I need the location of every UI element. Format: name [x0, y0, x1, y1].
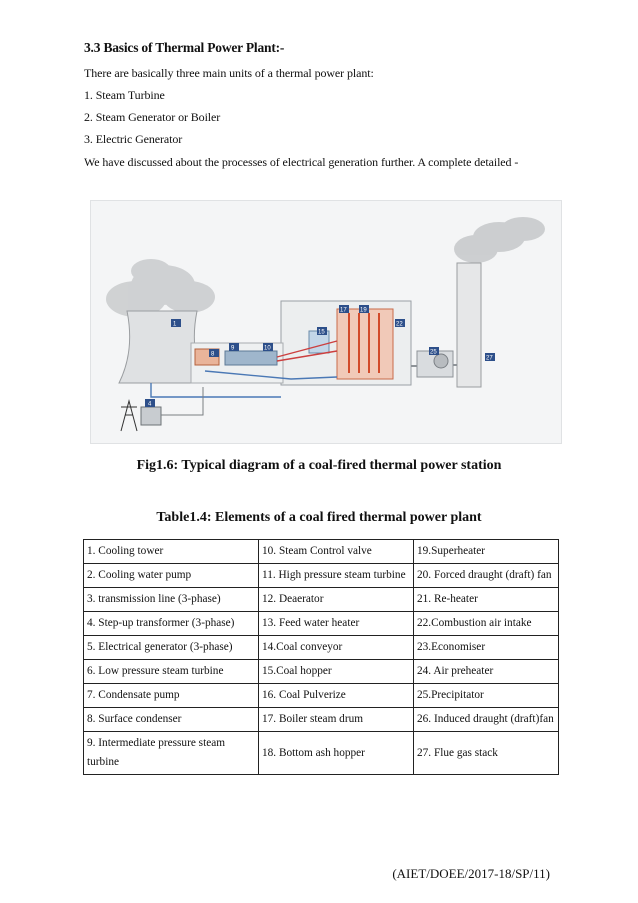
table-row — [84, 732, 559, 775]
table-row — [84, 636, 559, 660]
label-4: 4 — [148, 401, 152, 408]
table-cell: 23.Economiser — [414, 636, 559, 660]
table-cell: 14.Coal conveyor — [259, 636, 414, 660]
unit-item-2: 2. Steam Generator or Boiler — [84, 110, 221, 124]
turbine-set — [225, 351, 277, 365]
power-plant-diagram — [90, 200, 562, 444]
table-cell: 4. Step-up transformer (3-phase) — [84, 612, 259, 636]
label-22: 22 — [396, 321, 403, 328]
table-cell: 19.Superheater — [414, 540, 559, 564]
section-heading: 3.3 Basics of Thermal Power Plant:- — [84, 40, 285, 55]
table-row — [84, 540, 559, 564]
figure-caption: Fig1.6: Typical diagram of a coal-fired thermal power station — [136, 458, 502, 473]
table-cell: 9. Intermediate pressure steam turbine — [84, 732, 259, 775]
table-cell: 13. Feed water heater — [259, 612, 414, 636]
label-1: 1 — [173, 321, 177, 328]
label-8: 8 — [211, 351, 215, 358]
table-row — [84, 564, 559, 588]
table-cell: 7. Condensate pump — [84, 684, 259, 708]
flue-gas-stack — [457, 263, 481, 387]
table-cell: 25.Precipitator — [414, 684, 559, 708]
table-cell: 26. Induced draught (draft)fan — [414, 708, 559, 732]
table-cell: 1. Cooling tower — [84, 540, 259, 564]
cooling-tower-steam — [106, 259, 215, 317]
power-plant-illustration — [91, 201, 561, 443]
table-cell: 3. transmission line (3-phase) — [84, 588, 259, 612]
label-9: 9 — [231, 345, 235, 352]
table-cell: 11. High pressure steam turbine — [259, 564, 414, 588]
table-cell: 16. Coal Pulverize — [259, 684, 414, 708]
table-cell: 2. Cooling water pump — [84, 564, 259, 588]
label-27: 27 — [486, 355, 493, 362]
label-25: 25 — [430, 349, 437, 356]
table-row — [84, 684, 559, 708]
table-cell: 22.Combustion air intake — [414, 612, 559, 636]
table-row — [84, 588, 559, 612]
table-cell: 17. Boiler steam drum — [259, 708, 414, 732]
elements-table — [83, 539, 559, 775]
table-caption: Table1.4: Elements of a coal fired thermal power plant — [156, 510, 482, 525]
table-cell: 5. Electrical generator (3-phase) — [84, 636, 259, 660]
intro-text: There are basically three main units of a thermal power plant: — [84, 66, 374, 80]
document-reference: (AIET/DOEE/2017-18/SP/11) — [392, 866, 550, 881]
induced-draught-fan — [434, 354, 448, 368]
table-cell: 24. Air preheater — [414, 660, 559, 684]
table-cell: 27. Flue gas stack — [414, 732, 559, 775]
table-cell: 18. Bottom ash hopper — [259, 732, 414, 775]
table-cell: 8. Surface condenser — [84, 708, 259, 732]
stack-smoke — [454, 217, 545, 263]
table-cell: 10. Steam Control valve — [259, 540, 414, 564]
boiler-furnace — [337, 309, 393, 379]
transmission-tower — [121, 401, 137, 431]
label-15: 15 — [318, 329, 325, 336]
table-row — [84, 660, 559, 684]
table-cell: 6. Low pressure steam turbine — [84, 660, 259, 684]
table-row — [84, 708, 559, 732]
label-19: 19 — [360, 307, 367, 314]
continuation-text: We have discussed about the processes of electrical generation further. A complete detailed - — [84, 155, 519, 169]
label-17: 17 — [340, 307, 347, 314]
table-cell: 15.Coal hopper — [259, 660, 414, 684]
table-cell: 20. Forced draught (draft) fan — [414, 564, 559, 588]
label-10: 10 — [264, 345, 271, 352]
unit-item-1: 1. Steam Turbine — [84, 88, 165, 102]
step-up-transformer — [141, 407, 161, 425]
table-cell: 21. Re-heater — [414, 588, 559, 612]
table-row — [84, 612, 559, 636]
unit-item-3: 3. Electric Generator — [84, 132, 183, 146]
table-cell: 12. Deaerator — [259, 588, 414, 612]
